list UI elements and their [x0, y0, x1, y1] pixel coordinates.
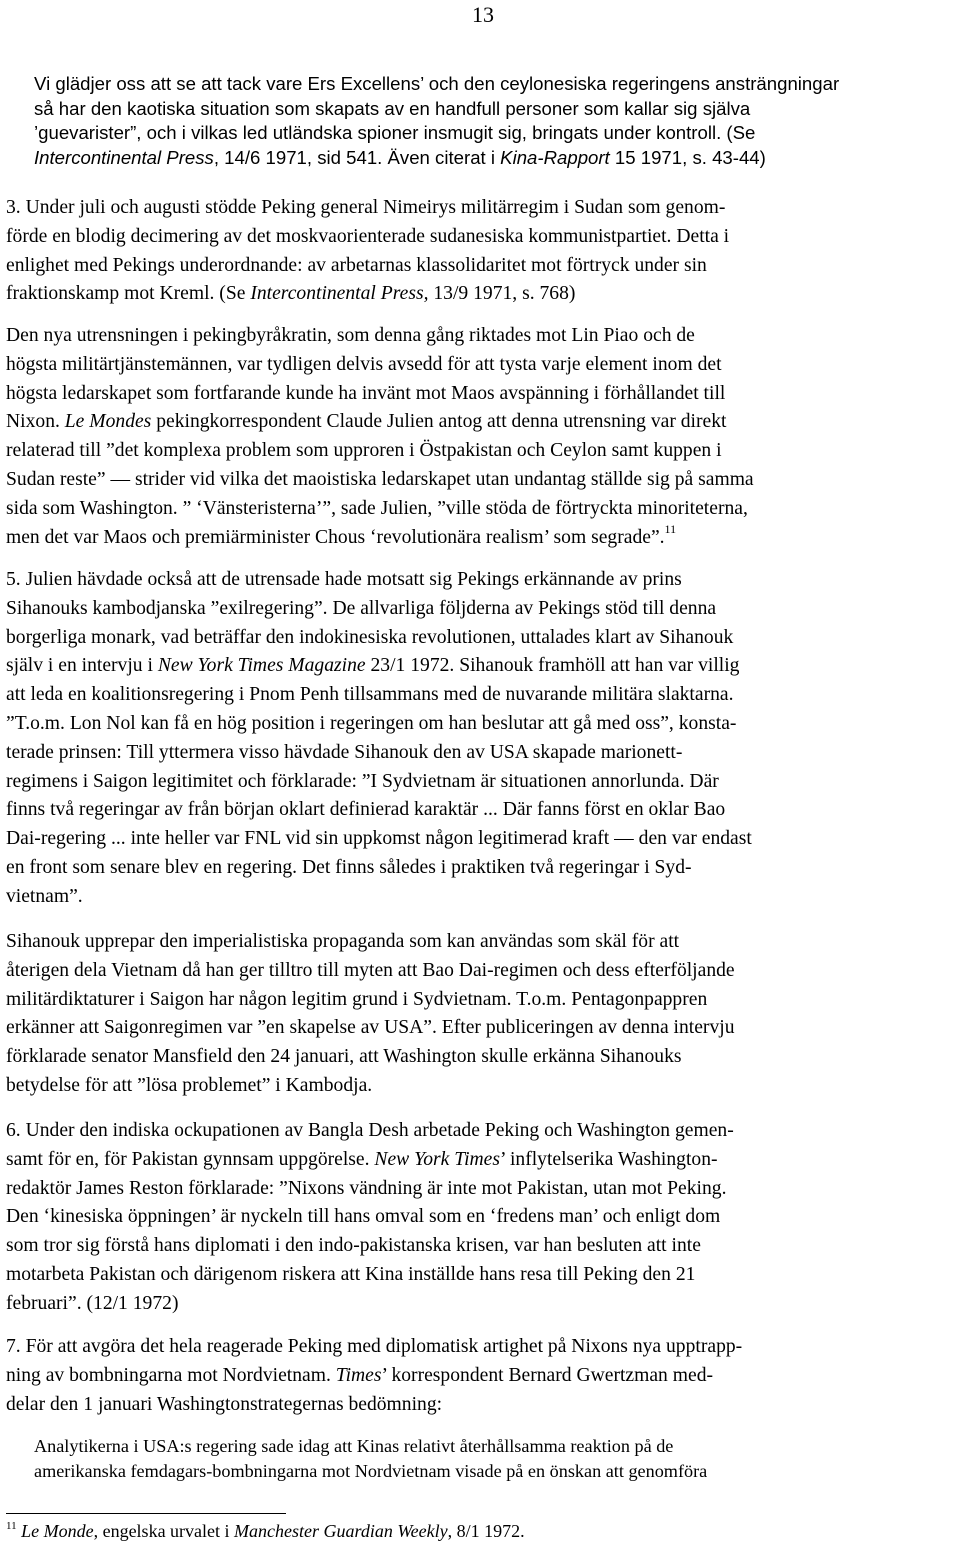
text-segment: samt för en, för Pakistan gynnsam uppgörelse.: [6, 1148, 375, 1170]
text-line: enlighet med Pekings underordnande: av arbetarnas klassolidaritet mot förtryck under sin: [6, 254, 707, 276]
text-segment: ’ korrespondent Bernard Gwertzman med-: [381, 1364, 714, 1386]
publication-title: Le Monde: [21, 1521, 94, 1541]
text-line: ”T.o.m. Lon Nol kan få en hög position i regeringen om han beslutar att gå med oss”, konsta-: [6, 712, 737, 734]
text-line: finns två regeringar av från början oklart definierad karaktär ... Där fanns först en oklar Bao: [6, 799, 726, 821]
text-line: erkänner att Saigonregimen var ”en skapelse av USA”. Efter publiceringen av denna intervju: [6, 1017, 735, 1039]
text-line: förde en blodig decimering av det moskvaorienterade sudanesiska kommunistpartiet. Detta i: [6, 225, 730, 247]
text-line: [6, 1146, 956, 1175]
text-segment: 23/1 1972. Sihanouk framhöll att han var villig: [365, 655, 740, 677]
publication-title: New York Times Magazine: [157, 655, 366, 677]
paragraph-sihanouk-propaganda: [6, 928, 956, 1101]
paragraph-7-bombing: [6, 1333, 956, 1419]
text-line: 7. För att avgöra det hela reagerade Peking med diplomatisk artighet på Nixons nya upptrapp-: [6, 1336, 743, 1357]
text-segment: Nixon.: [6, 411, 65, 433]
text-line: Sihanouk upprepar den imperialistiska propaganda som kan användas som skäl för att: [6, 931, 680, 952]
text-line: som tror sig förstå hans diplomati i den indo-pakistanska krisen, var han besluten att inte: [6, 1235, 701, 1257]
text-segment: 15 1971, s. 43-44): [609, 146, 766, 168]
text-line: ’guevarister”, och i vilkas led utländska spioner insmugit sig, bringats under kontroll. (Se: [34, 122, 756, 143]
footnote: [6, 1521, 525, 1542]
text-line: [6, 1362, 956, 1391]
text-segment: ning av bombningarna mot Nordvietnam.: [6, 1364, 336, 1386]
text-line: [6, 408, 956, 437]
text-line: relaterad till ”det komplexa problem som upproren i Östpakistan och Ceylon samt kuppen i: [6, 440, 722, 462]
paragraph-letter-quote: [34, 72, 954, 170]
footnote-separator: [6, 1513, 286, 1514]
text-line: [6, 280, 956, 309]
text-line: högsta ledarskapet som fortfarande kunde ha invänt mot Maos avspänning i förhållandet till: [6, 382, 726, 404]
page-number: 13: [472, 2, 494, 27]
text-line: högsta militärtjänstemännen, var tydligen delvis avsedd för att tysta varje element inom det: [6, 353, 722, 375]
text-line: förklarade senator Mansfield den 24 januari, att Washington skulle erkänna Sihanouks: [6, 1046, 682, 1068]
publication-title: Kina-Rapport: [500, 146, 610, 168]
text-line: regimens i Saigon legitimitet och förklarade: ”I Sydvietnam är situationen annorlunda. Där: [6, 770, 719, 792]
text-line: militärdiktaturer i Saigon har någon legitim grund i Sydvietnam. T.o.m. Pentagonpappren: [6, 988, 708, 1010]
text-line: 5. Julien hävdade också att de utrensade hade motsatt sig Pekings erkännande av prins: [6, 569, 682, 590]
footnote-ref: 11: [664, 521, 677, 536]
text-line: Sihanouks kambodjanska ”exilregering”. De allvarliga följderna av Pekings stöd till denna: [6, 597, 717, 619]
paragraph-lin-piao: [6, 322, 956, 552]
footnote-number: 11: [6, 1520, 17, 1532]
text-line: borgerliga monark, vad beträffar den indokinesiska revolutionen, uttalades klart av Sihanouk: [6, 626, 734, 648]
text-line: 3. Under juli och augusti stödde Peking general Nimeirys militärregim i Sudan som genom-: [6, 197, 726, 218]
paragraph-6-bangla-desh: [6, 1117, 956, 1319]
text-segment: 13/9 1971, s. 768): [428, 283, 576, 305]
text-line: amerikanska femdagars-bombningarna mot Nordvietnam visade på en önskan att genomföra: [34, 1461, 708, 1481]
text-line: att leda en koalitionsregering i Pnom Penh tillsammans med de nuvarande militära slaktarna.: [6, 684, 734, 706]
text-line: en front som senare blev en regering. Det finns således i praktiken två regeringar i Syd-: [6, 856, 692, 878]
text-line: Analytikerna i USA:s regering sade idag att Kinas relativt återhållsamma reaktion på de: [34, 1436, 674, 1456]
text-segment: , 14/6 1971, sid 541. Även citerat i: [213, 146, 501, 168]
block-quote: [34, 1434, 954, 1484]
text-line: Vi glädjer oss att se att tack vare Ers Excellens’ och den ceylonesiska regeringens ansträngningar: [34, 73, 840, 94]
text-line: motarbeta Pakistan och därigenom riskera att Kina inställde hans resa till Peking den 21: [6, 1263, 696, 1285]
publication-title: Intercontinental Press: [34, 146, 214, 168]
text-line: Dai-regering ... inte heller var FNL vid sin uppkomst någon legitimerad kraft — den var endast: [6, 828, 752, 850]
text-line: betydelse för att ”lösa problemet” i Kambodja.: [6, 1074, 373, 1096]
publication-title: Times: [335, 1364, 382, 1386]
text-line: februari”. (12/1 1972): [6, 1292, 179, 1314]
text-segment: , 8/1 1972.: [447, 1521, 525, 1541]
text-line: terade prinsen: Till yttermera visso hävdade Sihanouk den av USA skapade marionett-: [6, 741, 683, 763]
text-line: sida som Washington. ” ‘Vänsteristerna’”, sade Julien, ”ville stöda de förtryckta minoriteterna,: [6, 497, 748, 519]
text-line: vietnam”.: [6, 885, 83, 907]
paragraph-5-sihanouk: [6, 566, 956, 912]
text-line: Den nya utrensningen i pekingbyråkratin, som denna gång riktades mot Lin Piao och de: [6, 325, 695, 346]
text-line: så har den kaotiska situation som skapats av en handfull personer som kallar sig själva: [34, 97, 751, 119]
publication-title: Le Mondes: [64, 411, 152, 433]
text-line: 6. Under den indiska ockupationen av Bangla Desh arbetade Peking och Washington gemen-: [6, 1120, 734, 1141]
text-line: [6, 521, 956, 553]
text-line: delar den 1 januari Washingtonstrategernas bedömning:: [6, 1393, 443, 1415]
publication-title: New York Times: [374, 1148, 500, 1170]
text-line: redaktör James Reston förklarade: ”Nixons vändning är inte mot Pakistan, utan mot Peking.: [6, 1177, 727, 1199]
text-segment: , engelska urvalet i: [93, 1521, 235, 1541]
text-segment: fraktionskamp mot Kreml. (Se: [6, 283, 251, 305]
publication-title: Manchester Guardian Weekly: [234, 1521, 448, 1541]
text-segment: själv i en intervju i: [6, 655, 158, 677]
text-line: återigen dela Vietnam då han ger tilltro till myten att Bao Dai-regimen och dess efterföljande: [6, 959, 735, 981]
text-line: Sudan reste” — strider vid vilka det maoistiska ledarskapet utan undantag ställde sig på samma: [6, 468, 754, 490]
publication-title: Intercontinental Press,: [250, 283, 429, 305]
text-line: [6, 652, 956, 681]
text-segment: men det var Maos och premiärminister Chous ‘revolutionära realism’ som segrade”.: [6, 526, 665, 548]
text-segment: ’ inflytelserika Washington-: [500, 1148, 718, 1170]
paragraph-3-sudan: [6, 194, 956, 309]
text-line: Den ‘kinesiska öppningen’ är nyckeln till hans omval som en ‘fredens man’ och enligt dom: [6, 1206, 721, 1228]
text-segment: pekingkorrespondent Claude Julien antog att denna utrensning var direkt: [151, 411, 727, 433]
text-line: [34, 146, 954, 171]
